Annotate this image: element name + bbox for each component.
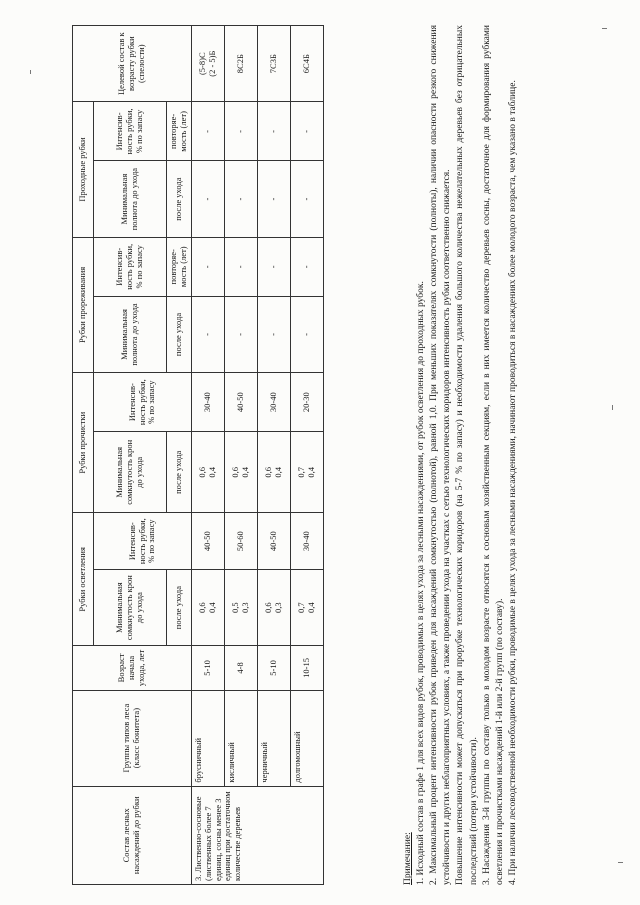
note-2: 2. Максимальный процент интенсивности рубок приведен для насаждений сомкнутостью (полнотой), равной 1,0. При меньших показателях сомкнутости (полноты), наличии опасности резкого снижения устойчивости и других неблагоприятных условиях, а также проведении ухода на участках с сетью технологических коридоров интенсивность рубки соответственно снижается. <box>429 25 453 885</box>
table-row <box>258 26 291 885</box>
prr-intensity-cell: - <box>225 237 258 296</box>
header-forest-groups: Группы типов леса (класс бонитета) <box>73 690 192 786</box>
prr-intensity-cell: - <box>192 237 225 296</box>
header-prr-intensity: Интенсив-ность рубки, % по запасу <box>94 237 167 296</box>
osv-intensity-cell: 30-40 <box>291 513 324 570</box>
prr-density-cell: - <box>225 296 258 372</box>
prh-density-cell: - <box>258 161 291 237</box>
table-row <box>192 26 225 885</box>
prh-intensity-cell: - <box>258 102 291 161</box>
header-prh-min-density: Минимальная полнота до ухода <box>94 161 167 237</box>
osv-closure-cell: 0,7 0,4 <box>291 569 324 645</box>
rotated-document-page <box>72 20 592 885</box>
header-prochistka: Рубки прочистки <box>73 373 94 513</box>
scan-speck <box>618 862 623 863</box>
notes-title: Примечание: <box>403 832 413 885</box>
header-row-1 <box>73 26 94 885</box>
notes-section <box>402 25 520 885</box>
osv-intensity-cell: 40-50 <box>192 513 225 570</box>
note-1: 1. Исходный состав в графе 1 для всех видов рубок, проводимых в целях ухода за лесными насаждениями, от рубок осветления до проходных рубок. <box>416 281 427 885</box>
start-age-cell: 5-10 <box>258 646 291 690</box>
header-osv-after: после ухода <box>167 569 192 645</box>
forest-group-cell: долгомошный <box>291 690 324 786</box>
prh-density-cell: - <box>225 161 258 237</box>
prh-density-cell: - <box>192 161 225 237</box>
start-age-cell: 5-10 <box>192 646 225 690</box>
target-cell: 6С4Б <box>291 26 324 102</box>
header-prr-repeat: повторяе-мость (лет) <box>167 237 192 296</box>
forest-group-cell: черничный <box>258 690 291 786</box>
osv-intensity-cell: 40-50 <box>258 513 291 570</box>
forest-care-table <box>72 25 324 885</box>
osv-closure-cell: 0,6 0,3 <box>258 569 291 645</box>
start-age-cell: 4-8 <box>225 646 258 690</box>
prr-intensity-cell: - <box>291 237 324 296</box>
pro-closure-cell: 0,6 0,4 <box>258 432 291 513</box>
table-row <box>291 26 324 885</box>
header-prohodnye: Проходные рубки <box>73 102 94 237</box>
osv-intensity-cell: 50-60 <box>225 513 258 570</box>
forest-group-cell: кисличный <box>225 690 258 786</box>
composition-cell: 3. Лиственно-сосновые (лиственных более 7 единиц, сосны менее 3 единиц при достаточном количестве деревьев <box>192 786 324 884</box>
prr-intensity-cell: - <box>258 237 291 296</box>
header-prh-after: после ухода <box>167 161 192 237</box>
header-pro-intensity: Интенсив-ность рубки, % по запасу <box>94 373 192 432</box>
header-pro-min-closure: Минимальная сомкнутость крон до ухода <box>94 432 167 513</box>
prh-intensity-cell: - <box>192 102 225 161</box>
header-composition: Состав лесных насаждений до рубки <box>73 786 192 884</box>
note-3: 3. Насаждения 3-й группы по составу только в молодом возрасте относятся к сосновым хозяйственным секциям, если в них имеется количество деревьев сосны, достаточное для формирования рубками осветления и прочистками насаждений 1-й или 2-й групп (по составу). <box>481 25 505 885</box>
header-osv-min-closure: Минимальная сомкнутость крон до ухода <box>94 569 167 645</box>
note-2b: Повышение интенсивности может допускаться при прорубке технологических коридоров (на 5-7 % по запасу) и необходимости удаления большого количества нежелательных деревьев без отрицательных последствий (потери устойчивости). <box>455 25 479 885</box>
prh-intensity-cell: - <box>291 102 324 161</box>
pro-closure-cell: 0,7 0,4 <box>291 432 324 513</box>
osv-closure-cell: 0,5 0,3 <box>225 569 258 645</box>
prr-density-cell: - <box>192 296 225 372</box>
header-target: Целевой состав к возрасту рубки (спелости) <box>73 26 192 102</box>
table-row <box>225 26 258 885</box>
header-pro-after: после ухода <box>167 432 192 513</box>
header-prr-min-density: Минимальная полнота до ухода <box>94 296 167 372</box>
pro-closure-cell: 0,6 0,4 <box>225 432 258 513</box>
target-cell: (5-8)С (2 - 5)Б <box>192 26 225 102</box>
header-osv-intensity: Интенсив-ность рубки, % по запасу <box>94 513 192 570</box>
start-age-cell: 10-15 <box>291 646 324 690</box>
osv-closure-cell: 0,6 0,4 <box>192 569 225 645</box>
prr-density-cell: - <box>258 296 291 372</box>
target-cell: 7С3Б <box>258 26 291 102</box>
pro-intensity-cell: 40-50 <box>225 373 258 432</box>
header-prorezhivanie: Рубки прореживания <box>73 237 94 372</box>
pro-intensity-cell: 20-30 <box>291 373 324 432</box>
prh-density-cell: - <box>291 161 324 237</box>
target-cell: 8С2Б <box>225 26 258 102</box>
scan-speck <box>30 70 31 74</box>
header-prh-repeat: повторяе-мость (лет) <box>167 102 192 161</box>
header-osvetlenie: Рубки осветления <box>73 513 94 646</box>
prr-density-cell: - <box>291 296 324 372</box>
note-4: 4. При наличии лесоводственной необходимости рубки, проводимые в целях ухода за лесными насаждениями, начинают проводиться в насаждениях более молодого возраста, чем указано в таблице. <box>507 80 518 885</box>
scan-speck <box>602 28 607 29</box>
forest-group-cell: брусничный <box>192 690 225 786</box>
header-prh-intensity: Интенсив-ность рубки, % по запасу <box>94 102 167 161</box>
header-prr-after: после ухода <box>167 296 192 372</box>
scan-speck <box>612 405 613 410</box>
prh-intensity-cell: - <box>225 102 258 161</box>
pro-intensity-cell: 30-40 <box>258 373 291 432</box>
pro-closure-cell: 0,6 0,4 <box>192 432 225 513</box>
header-start-age: Возраст начала ухода, лет <box>73 646 192 690</box>
pro-intensity-cell: 30-40 <box>192 373 225 432</box>
